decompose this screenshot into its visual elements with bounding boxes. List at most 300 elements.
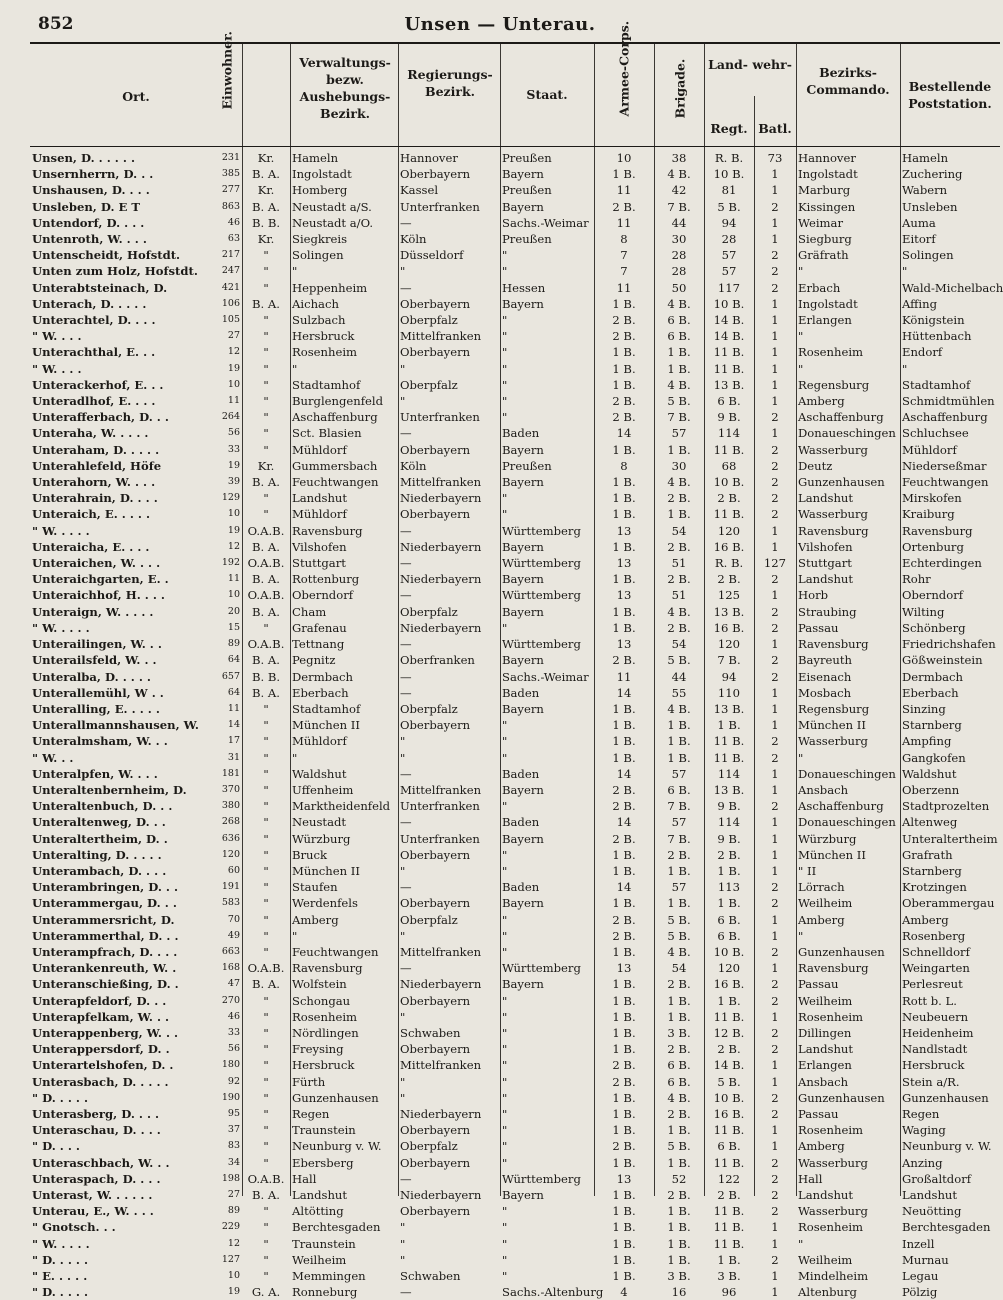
- cell-staat: Bayern: [502, 604, 544, 619]
- cell-ort: Unteralling, E. . . . .: [32, 701, 160, 716]
- table-row: [30, 1025, 990, 1041]
- cell-staat: ": [502, 1155, 508, 1170]
- cell-ort: Unterambach, D. . . .: [32, 863, 167, 878]
- cell-brig: 1 B.: [667, 507, 691, 522]
- cell-brig: 4 B.: [667, 701, 691, 716]
- cell-verw: Cham: [292, 604, 327, 619]
- cell-staat: Bayern: [502, 701, 544, 716]
- cell-batl: 1: [771, 1123, 779, 1138]
- cell-brig: 55: [671, 685, 687, 700]
- cell-ew: 39: [227, 476, 240, 488]
- cell-batl: 1: [771, 928, 779, 943]
- cell-ew: 89: [227, 638, 240, 650]
- cell-corps: 2 B.: [612, 329, 636, 344]
- cell-reg: —: [400, 961, 412, 976]
- cell-reg: —: [400, 215, 412, 230]
- cell-batl: 2: [771, 1252, 779, 1267]
- cell-corps: 1 B.: [612, 1188, 636, 1202]
- cell-ort: Unteraspach, D. . . .: [32, 1171, 161, 1186]
- cell-staat: ": [502, 507, 508, 522]
- cell-staat: ": [502, 847, 508, 862]
- cell-ort: Unterachthal, E. . .: [32, 345, 156, 360]
- cell-reg: Oberbayern: [400, 296, 471, 311]
- cell-ew: 34: [227, 1156, 240, 1168]
- cell-bez: Weimar: [798, 215, 843, 230]
- cell-typ: ": [263, 847, 269, 862]
- cell-verw: Aichach: [292, 296, 339, 311]
- cell-bez: Amberg: [798, 912, 845, 927]
- cell-corps: 2 B.: [612, 799, 636, 814]
- cell-post: Sinzing: [902, 701, 946, 716]
- cell-reg: Niederbayern: [400, 1188, 482, 1202]
- cell-ew: 64: [227, 654, 240, 666]
- cell-verw: Ravensburg: [292, 523, 363, 538]
- cell-typ: ": [263, 329, 269, 344]
- cell-verw: Burglengenfeld: [292, 394, 384, 409]
- cell-post: Eitorf: [902, 232, 936, 247]
- cell-brig: 2 B.: [667, 620, 691, 635]
- cell-bez: " II: [798, 863, 817, 878]
- cell-typ: B. A.: [252, 1188, 280, 1202]
- cell-batl: 2: [771, 896, 779, 911]
- cell-staat: Baden: [502, 766, 540, 781]
- cell-ort: Unsleben, D. E T: [32, 199, 141, 214]
- cell-brig: 6 B.: [667, 782, 691, 797]
- cell-bez: Passau: [798, 977, 839, 992]
- cell-brig: 7 B.: [667, 199, 691, 214]
- cell-regt: 11 B.: [713, 1155, 745, 1170]
- cell-corps: 1 B.: [612, 1106, 636, 1121]
- cell-ort: Unteraschau, D. . . .: [32, 1123, 161, 1138]
- cell-post: Amberg: [902, 912, 949, 927]
- cell-regt: 114: [717, 766, 741, 781]
- cell-post: Neubeuern: [902, 1009, 969, 1024]
- cell-post: Schluchsee: [902, 426, 969, 441]
- cell-reg: ": [400, 1236, 406, 1251]
- cell-batl: 1: [771, 167, 779, 182]
- cell-corps: 1 B.: [612, 1090, 636, 1105]
- cell-typ: ": [263, 264, 269, 279]
- cell-batl: 2: [771, 572, 779, 587]
- cell-typ: O.A.B.: [247, 523, 285, 538]
- cell-ort: " D. . . . .: [32, 1285, 89, 1300]
- cell-batl: 1: [771, 912, 779, 927]
- table-row: [30, 1268, 990, 1284]
- cell-bez: Landshut: [798, 1042, 854, 1057]
- cell-typ: ": [263, 815, 269, 830]
- cell-staat: ": [502, 1042, 508, 1057]
- cell-regt: 9 B.: [717, 799, 741, 814]
- cell-bez: Weilheim: [798, 1252, 853, 1267]
- header-einwohner: [212, 31, 242, 144]
- cell-regt: 10 B.: [713, 475, 745, 490]
- cell-regt: 114: [717, 426, 741, 441]
- table-row: [30, 960, 990, 976]
- header-landwehr: Land- wehr-: [708, 57, 792, 72]
- cell-corps: 1 B.: [612, 1042, 636, 1057]
- cell-batl: 1: [771, 782, 779, 797]
- cell-ew: 863: [221, 200, 240, 212]
- cell-post: Hameln: [902, 151, 949, 165]
- cell-bez: Landshut: [798, 572, 854, 587]
- cell-staat: Baden: [502, 815, 540, 830]
- cell-batl: 1: [771, 685, 779, 700]
- cell-ew: 231: [221, 152, 240, 163]
- cell-verw: Altötting: [292, 1204, 344, 1219]
- cell-post: Ravensburg: [902, 523, 973, 538]
- cell-bez: ": [798, 750, 804, 765]
- cell-post: Niederseßmar: [902, 458, 987, 473]
- cell-brig: 6 B.: [667, 313, 691, 328]
- table-row: [30, 782, 990, 798]
- cell-staat: Württemberg: [502, 1171, 581, 1186]
- cell-verw: Staufen: [292, 880, 338, 895]
- cell-bez: Eisenach: [798, 669, 852, 684]
- cell-bez: Würzburg: [798, 831, 857, 846]
- cell-ew: 657: [221, 670, 240, 682]
- cell-ort: Unterallemühl, W . .: [32, 685, 164, 700]
- cell-ew: 47: [227, 978, 240, 990]
- cell-reg: —: [400, 523, 412, 538]
- cell-verw: Siegkreis: [292, 232, 348, 247]
- cell-verw: Weilheim: [292, 1252, 347, 1267]
- cell-brig: 2 B.: [667, 977, 691, 992]
- cell-regt: 2 B.: [717, 572, 741, 587]
- cell-verw: Regen: [292, 1106, 330, 1121]
- header-bezirk: Bezirks- Commando.: [806, 65, 890, 97]
- cell-post: Ampfing: [902, 734, 952, 749]
- cell-ew: 11: [227, 395, 240, 407]
- cell-ort: " D. . . . .: [32, 1252, 89, 1267]
- cell-corps: 2 B.: [612, 1139, 636, 1154]
- header-armee-text: Armee-Corps.: [616, 20, 632, 117]
- table-row: [30, 1171, 990, 1187]
- cell-ew: 180: [221, 1059, 240, 1071]
- cell-ort: Unsen, D. . . . . .: [32, 151, 135, 165]
- cell-batl: 2: [771, 944, 779, 959]
- cell-corps: 13: [616, 556, 632, 571]
- cell-staat: ": [502, 410, 508, 425]
- cell-reg: Düsseldorf: [400, 248, 464, 263]
- cell-corps: 1 B.: [612, 296, 636, 311]
- table-row: [30, 571, 990, 587]
- cell-typ: ": [263, 491, 269, 506]
- cell-ort: " W. . . . .: [32, 1236, 90, 1251]
- cell-bez: ": [798, 928, 804, 943]
- cell-regt: 16 B.: [713, 620, 745, 635]
- cell-regt: 11 B.: [713, 1123, 745, 1138]
- cell-reg: Mittelfranken: [400, 329, 482, 344]
- cell-brig: 5 B.: [667, 1139, 691, 1154]
- cell-regt: 11 B.: [713, 442, 745, 457]
- cell-staat: Bayern: [502, 831, 544, 846]
- cell-brig: 1 B.: [667, 750, 691, 765]
- cell-typ: O.A.B.: [247, 637, 285, 652]
- cell-typ: B. B.: [251, 215, 281, 230]
- cell-ew: 129: [221, 492, 240, 504]
- cell-post: Unteraltertheim: [902, 831, 998, 846]
- cell-verw: Vilshofen: [292, 539, 347, 554]
- cell-post: Waldshut: [902, 766, 957, 781]
- cell-ew: 83: [227, 1140, 240, 1152]
- cell-batl: 2: [771, 750, 779, 765]
- cell-reg: Niederbayern: [400, 539, 482, 554]
- cell-regt: 2 B.: [717, 491, 741, 506]
- cell-brig: 57: [671, 815, 687, 830]
- cell-typ: Kr.: [257, 458, 275, 473]
- cell-typ: ": [263, 782, 269, 797]
- cell-batl: 1: [771, 345, 779, 360]
- cell-ew: 663: [221, 945, 240, 957]
- cell-verw: Hall: [292, 1171, 317, 1186]
- cell-regt: 57: [721, 264, 737, 279]
- cell-corps: 14: [616, 426, 632, 441]
- cell-ort: Unteraltenweg, D. . .: [32, 815, 166, 830]
- cell-brig: 1 B.: [667, 1220, 691, 1235]
- cell-ort: Unterafferbach, D. . .: [32, 410, 169, 425]
- cell-batl: 1: [771, 329, 779, 344]
- cell-typ: ": [263, 361, 269, 376]
- cell-regt: 5 B.: [717, 199, 741, 214]
- cell-regt: 2 B.: [717, 1042, 741, 1057]
- cell-ew: 15: [227, 621, 240, 633]
- cell-bez: Vilshofen: [798, 539, 853, 554]
- cell-corps: 11: [616, 280, 632, 295]
- cell-post: ": [902, 264, 908, 279]
- cell-batl: 2: [771, 1106, 779, 1121]
- cell-ew: 33: [227, 1026, 240, 1038]
- cell-bez: Erlangen: [798, 1058, 852, 1073]
- cell-post: Schmidtmühlen: [902, 394, 995, 409]
- cell-ew: 11: [227, 702, 240, 714]
- cell-brig: 7 B.: [667, 831, 691, 846]
- cell-staat: ": [502, 1123, 508, 1138]
- cell-regt: 11 B.: [713, 734, 745, 749]
- cell-reg: Oberpfalz: [400, 912, 458, 927]
- cell-typ: O.A.B.: [247, 556, 285, 571]
- cell-verw: Eberbach: [292, 685, 349, 700]
- cell-corps: 1 B.: [612, 718, 636, 733]
- cell-brig: 1 B.: [667, 1236, 691, 1251]
- cell-staat: Württemberg: [502, 556, 581, 571]
- table-row: [30, 1187, 990, 1203]
- cell-bez: Kissingen: [798, 199, 856, 214]
- table-row: [30, 166, 990, 182]
- cell-reg: Oberbayern: [400, 507, 471, 522]
- cell-staat: Bayern: [502, 199, 544, 214]
- cell-brig: 28: [671, 248, 687, 263]
- cell-post: Inzell: [902, 1236, 935, 1251]
- cell-regt: 122: [717, 1171, 741, 1186]
- cell-staat: ": [502, 1058, 508, 1073]
- cell-corps: 1 B.: [612, 1025, 636, 1040]
- cell-verw: Feuchtwangen: [292, 475, 379, 490]
- cell-verw: Schongau: [292, 993, 351, 1008]
- cell-typ: ": [263, 944, 269, 959]
- cell-typ: ": [263, 718, 269, 733]
- cell-bez: Landshut: [798, 491, 854, 506]
- table-row: [30, 1009, 990, 1025]
- cell-post: Neunburg v. W.: [902, 1139, 992, 1154]
- cell-ort: Unsernherrn, D. . .: [32, 167, 154, 182]
- table-row: [30, 895, 990, 911]
- table-row: [30, 863, 990, 879]
- cell-bez: Weilheim: [798, 993, 853, 1008]
- cell-reg: Hannover: [400, 151, 458, 165]
- cell-post: Gößweinstein: [902, 653, 983, 668]
- cell-corps: 1 B.: [612, 1220, 636, 1235]
- cell-corps: 1 B.: [612, 539, 636, 554]
- cell-bez: Ingolstadt: [798, 167, 858, 182]
- cell-typ: ": [263, 1090, 269, 1105]
- cell-typ: ": [263, 1123, 269, 1138]
- cell-bez: Gräfrath: [798, 248, 849, 263]
- cell-ew: 12: [227, 540, 240, 552]
- cell-ew: 268: [221, 816, 240, 828]
- cell-reg: Schwaben: [400, 1269, 461, 1284]
- cell-staat: Bayern: [502, 475, 544, 490]
- cell-regt: 9 B.: [717, 831, 741, 846]
- cell-corps: 7: [620, 264, 628, 279]
- cell-bez: Rosenheim: [798, 1220, 864, 1235]
- cell-typ: O.A.B.: [247, 1171, 285, 1186]
- cell-ew: 27: [227, 1189, 240, 1200]
- cell-bez: München II: [798, 847, 866, 862]
- cell-batl: 2: [771, 442, 779, 457]
- cell-reg: Oberpfalz: [400, 701, 458, 716]
- cell-verw: Aschaffenburg: [292, 410, 378, 425]
- cell-reg: —: [400, 685, 412, 700]
- cell-post: Friedrichshafen: [902, 637, 996, 652]
- cell-ew: 198: [221, 1172, 240, 1184]
- cell-verw: Hameln: [292, 151, 339, 165]
- cell-batl: 1: [771, 361, 779, 376]
- cell-reg: Oberpfalz: [400, 1139, 458, 1154]
- cell-ort: Unterailingen, W. . .: [32, 637, 162, 652]
- cell-batl: 1: [771, 296, 779, 311]
- cell-post: Stein a/R.: [902, 1074, 960, 1089]
- cell-batl: 2: [771, 1155, 779, 1170]
- cell-post: Weingarten: [902, 961, 970, 976]
- table-row: [30, 701, 990, 717]
- cell-reg: Oberbayern: [400, 167, 471, 182]
- cell-reg: —: [400, 669, 412, 684]
- cell-ort: Unterahlefeld, Höfe: [32, 458, 162, 473]
- cell-brig: 4 B.: [667, 296, 691, 311]
- cell-verw: Ingolstadt: [292, 167, 352, 182]
- cell-brig: 52: [671, 1171, 687, 1186]
- cell-corps: 11: [616, 215, 632, 230]
- cell-brig: 30: [671, 232, 687, 247]
- cell-staat: ": [502, 718, 508, 733]
- cell-typ: B. A.: [252, 685, 280, 700]
- cell-batl: 1: [771, 815, 779, 830]
- table-row: [30, 523, 990, 539]
- cell-typ: ": [263, 1204, 269, 1219]
- cell-staat: Preußen: [502, 151, 552, 165]
- cell-brig: 50: [671, 280, 687, 295]
- cell-brig: 54: [671, 961, 687, 976]
- cell-verw: Dermbach: [292, 669, 353, 684]
- cell-ew: 14: [227, 719, 240, 731]
- cell-regt: 10 B.: [713, 944, 745, 959]
- cell-batl: 1: [771, 1269, 779, 1284]
- header-staat: Staat.: [526, 87, 568, 102]
- cell-verw: Stuttgart: [292, 556, 346, 571]
- cell-typ: ": [263, 880, 269, 895]
- cell-brig: 1 B.: [667, 993, 691, 1008]
- table-row: [30, 912, 990, 928]
- cell-corps: 1 B.: [612, 896, 636, 911]
- cell-corps: 13: [616, 961, 632, 976]
- cell-staat: ": [502, 863, 508, 878]
- cell-regt: 96: [721, 1285, 737, 1300]
- cell-reg: Niederbayern: [400, 572, 482, 587]
- cell-brig: 2 B.: [667, 1188, 691, 1202]
- cell-batl: 2: [771, 1188, 779, 1202]
- gazetteer-table: [30, 150, 1003, 1300]
- cell-batl: 2: [771, 199, 779, 214]
- cell-bez: ": [798, 329, 804, 344]
- cell-ort: Unteraltenbuch, D. . .: [32, 799, 173, 814]
- cell-ort: Untenroth, W. . . .: [32, 232, 147, 247]
- cell-post: Feuchtwangen: [902, 475, 989, 490]
- cell-reg: Oberpfalz: [400, 313, 458, 328]
- cell-verw: Würzburg: [292, 831, 351, 846]
- cell-brig: 6 B.: [667, 1058, 691, 1073]
- cell-bez: Passau: [798, 620, 839, 635]
- cell-verw: Ronneburg: [292, 1285, 358, 1300]
- table-body: [30, 150, 1003, 1300]
- cell-post: Mühldorf: [902, 442, 957, 457]
- table-row: [30, 1057, 990, 1073]
- cell-bez: Wasserburg: [798, 442, 868, 457]
- cell-regt: R. B.: [714, 151, 744, 165]
- cell-staat: ": [502, 394, 508, 409]
- cell-brig: 1 B.: [667, 1155, 691, 1170]
- cell-bez: München II: [798, 718, 866, 733]
- cell-regt: 28: [721, 232, 737, 247]
- cell-post: Altenweg: [902, 815, 958, 830]
- cell-ew: 33: [227, 443, 240, 455]
- cell-regt: 11 B.: [713, 1236, 745, 1251]
- cell-typ: ": [263, 863, 269, 878]
- cell-brig: 28: [671, 264, 687, 279]
- cell-corps: 1 B.: [612, 572, 636, 587]
- cell-staat: ": [502, 1269, 508, 1284]
- cell-post: Legau: [902, 1269, 939, 1284]
- cell-brig: 6 B.: [667, 1074, 691, 1089]
- cell-post: Berchtesgaden: [902, 1220, 991, 1235]
- cell-staat: Baden: [502, 880, 540, 895]
- cell-brig: 42: [671, 183, 687, 198]
- cell-corps: 1 B.: [612, 491, 636, 506]
- cell-reg: ": [400, 361, 406, 376]
- cell-reg: Unterfranken: [400, 410, 480, 425]
- cell-corps: 2 B.: [612, 912, 636, 927]
- header-batl: Batl.: [758, 121, 792, 136]
- cell-post: Krotzingen: [902, 880, 967, 895]
- cell-brig: 6 B.: [667, 329, 691, 344]
- cell-typ: B. A.: [252, 604, 280, 619]
- cell-ort: Unteraha, W. . . . .: [32, 426, 149, 441]
- cell-bez: Ravensburg: [798, 637, 869, 652]
- cell-reg: —: [400, 815, 412, 830]
- cell-ort: " W. . . .: [32, 329, 82, 344]
- cell-reg: ": [400, 264, 406, 279]
- table-row: [30, 1106, 990, 1122]
- cell-post: Affing: [902, 296, 938, 311]
